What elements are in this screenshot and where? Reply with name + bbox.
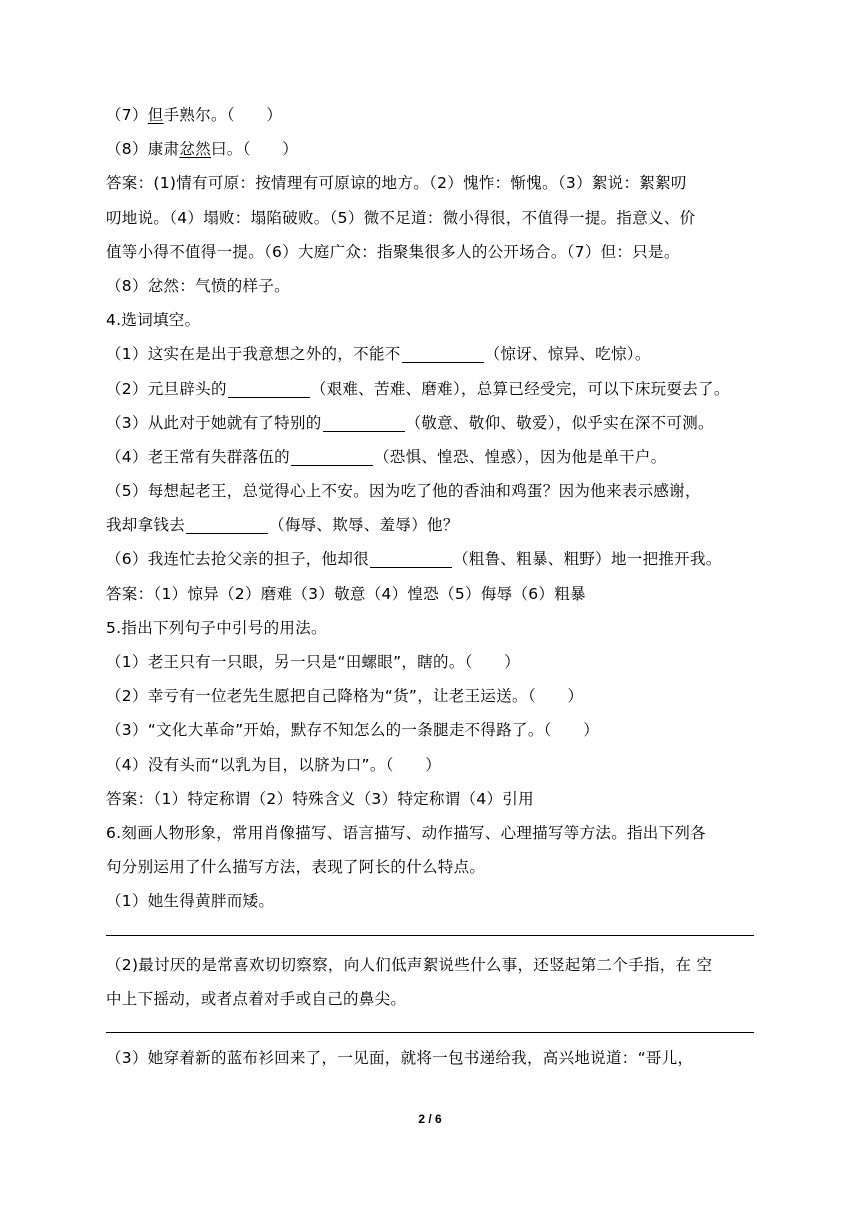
q3-answer-line: （8）忿然：气愤的样子。 — [106, 276, 290, 295]
underlined-word: 但 — [147, 106, 164, 124]
q6-title-line2: 句分别运用了什么描写方法，表现了阿长的什么特点。 — [106, 858, 486, 877]
fill-blank[interactable] — [323, 411, 405, 432]
q4-item-3: （3）从此对于她就有了特别的 （敬意、敬仰、敬爱），似乎实在深不可测。 — [106, 406, 758, 440]
q6-item-1: （1）她生得黄胖而矮。 — [106, 892, 275, 911]
q4-item-5-line2: 我却拿钱去 （侮辱、欺辱、羞辱）他？ — [106, 508, 758, 542]
q4-item-4: （4）老王常有失群落伍的 （恐惧、惶恐、惶惑），因为他是单干户。 — [106, 440, 758, 474]
q6-item-2-line1: （2)最讨厌的是常喜欢切切察察，向人们低声絮说些什么事，还竖起第二个手指，在 空 — [106, 955, 713, 974]
q5-item-2: （2）幸亏有一位老先生愿把自己降格为“货”，让老王运送。（ ） — [106, 687, 584, 706]
page-content — [106, 98, 758, 1075]
q6-item-2-line2: 中上下摇动，或者点着对手或自己的鼻尖。 — [106, 989, 407, 1008]
fill-blank[interactable] — [370, 547, 452, 568]
fill-blank[interactable] — [402, 342, 484, 363]
q3-answer-line: 叨地说。（4）塌败：塌陷破败。（5）微不足道：微小得很，不值得一提。指意义、价 — [106, 208, 696, 227]
q5-answer: 答案：（1）特定称谓（2）特殊含义（3）特定称谓（4）引用 — [106, 789, 534, 808]
q5-item-4: （4）没有头而“以乳为目，以脐为口”。（ ） — [106, 755, 442, 774]
q6-title-line1: 6.刻画人物形象，常用肖像描写、语言描写、动作描写、心理描写等方法。指出下列各 — [106, 823, 706, 842]
q3-answer-line: 答案：(1)情有可原：按情理有可原谅的地方。（2）愧怍：惭愧。（3）絮说：絮絮叨 — [106, 174, 687, 193]
q5-title: 5.指出下列句子中引号的用法。 — [106, 618, 327, 637]
q4-item-2: （2）元旦辟头的 （艰难、苦难、磨难），总算已经受完，可以下床玩耍去了。 — [106, 372, 758, 406]
q4-item-5-line1: （5）每想起老王，总觉得心上不安。因为吃了他的香油和鸡蛋？因为他来表示感谢， — [106, 482, 701, 501]
fill-blank[interactable] — [186, 513, 268, 534]
q3-answer-line: 值等小得不值得一提。（6）大庭广众：指聚集很多人的公开场合。（7）但：只是。 — [106, 242, 680, 261]
fill-blank[interactable] — [228, 377, 310, 398]
q3-item-8: （8）康肃忿然曰。（ ） — [106, 140, 299, 159]
q4-item-1: （1）这实在是出于我意想之外的，不能不 （惊讶、惊异、吃惊）。 — [106, 337, 758, 371]
fill-blank[interactable] — [291, 445, 373, 466]
page-number: 2 / 6 — [418, 1112, 442, 1126]
q5-item-3: （3）“文化大革命”开始，默存不知怎么的一条腿走不得路了。（ ） — [106, 721, 600, 740]
q5-item-1: （1）老王只有一只眼，另一只是“田螺眼”，瞎的。（ ） — [106, 653, 521, 671]
q3-item-7: （7）但手熟尔。（ ） — [106, 106, 283, 124]
q6-item-3: （3）她穿着新的蓝布衫回来了，一见面，就将一包书递给我，高兴地说道：“哥儿， — [106, 1048, 694, 1067]
q4-title: 4.选词填空。 — [106, 311, 201, 330]
underlined-word: 忿然 — [179, 140, 211, 159]
q4-answer: 答案：（1）惊异（2）磨难（3）敬意（4）惶恐（5）侮辱（6）粗暴 — [106, 584, 586, 603]
q4-item-6: （6）我连忙去抢父亲的担子，他却很 （粗鲁、粗暴、粗野）地一把推开我。 — [106, 542, 758, 576]
